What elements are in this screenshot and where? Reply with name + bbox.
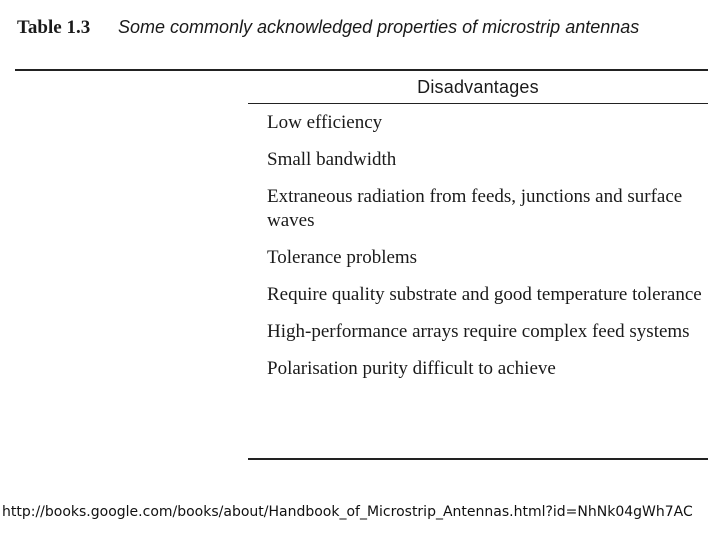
table-row: Extraneous radiation from feeds, junctions and surface waves [267,186,683,231]
bottom-rule [248,458,708,460]
disadvantages-list [267,111,707,394]
top-rule [15,69,708,71]
source-url[interactable]: http://books.google.com/books/about/Handbook_of_Microstrip_Antennas.html?id=NhNk04gWh7AC [2,504,693,520]
header-rule [248,103,708,104]
table-row: Low efficiency [267,112,383,133]
table-row: Require quality substrate and good temperature tolerance [267,284,702,305]
table-row: High-performance arrays require complex feed systems [267,321,690,342]
table-title: Some commonly acknowledged properties of microstrip antennas [118,17,640,37]
table-row: Small bandwidth [267,149,397,170]
table-row: Tolerance problems [267,247,418,268]
table-number: Table 1.3 [17,17,91,38]
disadvantages-table [248,73,708,379]
table-row: Polarisation purity difficult to achieve [267,358,556,379]
column-header-disadvantages: Disadvantages [417,77,539,97]
